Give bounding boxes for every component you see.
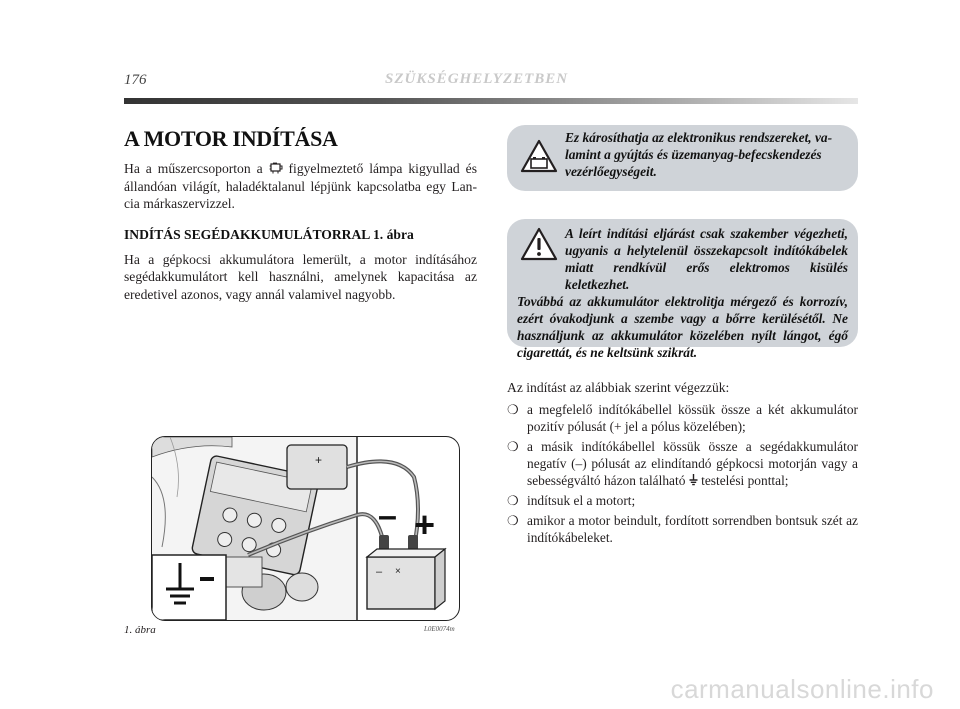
header-rule: [124, 98, 858, 104]
warning-text-full: Továbbá az akkumulátor elektrolitja mérgező és korrozív, ezért óvakodjunk a szembe vagy a bőrre kerülésétől. Ne használjunk az akkumulátor közelében nyílt lángot, égő cigarettát, és ne keltsünk szikrát.: [517, 294, 848, 360]
positive-terminal-cover: [287, 445, 347, 489]
list-item: [507, 492, 858, 509]
warning-text-indented: A leírt indítási eljárást csak szakember végezheti, ugyanis a helytelenül összekapcsolt indítókábelek miatt rendkívül erős elektromos kisülés keletkezhet.: [565, 226, 848, 292]
ground-symbol-icon: [689, 474, 698, 486]
bullet-icon: ❍: [507, 512, 519, 528]
svg-text:+: +: [315, 453, 323, 467]
figure-code: L0E0074m: [424, 625, 455, 633]
engine-check-icon: [269, 162, 283, 174]
caution-triangle-icon: [520, 227, 558, 261]
main-title: A MOTOR INDÍTÁSA: [124, 126, 338, 151]
jump-start-diagram: [152, 437, 459, 620]
auxiliary-battery: [367, 549, 445, 609]
bullet-icon: ❍: [507, 401, 519, 417]
list-item: [507, 401, 858, 435]
step-text: a megfelelő indítókábellel kössük össze a két akkumulátor pozitív pólusát (+ jel a pólus közelében);: [527, 401, 858, 434]
step-text: amikor a motor beindult, fordított sorrendben bontsuk szét az indítókábeleket.: [527, 512, 858, 545]
steps-list: [507, 401, 858, 546]
figure-jump-start-illustration: [151, 436, 460, 621]
figure-minus-label: –: [378, 497, 397, 535]
bullet-icon: ❍: [507, 492, 519, 508]
intro-paragraph: [124, 160, 477, 213]
steps-intro: Az indítást az alábbiak szerint végezzük:: [507, 380, 730, 395]
figure-caption: 1. ábra: [124, 624, 156, 636]
watermark: carmanualsonline.info: [670, 674, 934, 704]
warning-text-electronics: Ez károsíthatja az elektronikus rendszereket, va-lamint a gyújtás és üzemanyag-befecskendezés vezérlőegységeit.: [565, 130, 833, 179]
intro-after-icon: figyelmeztető lámpa kigyullad és állandóan világít, haladéktalanul lépjünk kapcsolatba egy Lan-cia márkaszervizzel.: [124, 161, 477, 211]
step-text: a másik indítókábellel kössük össze a segédakkumulátor negatív (–) pólusát az elindítandó gépkocsi motorján vagy a sebességváltó házon található: [527, 438, 858, 488]
subheading: INDÍTÁS SEGÉDAKKUMULÁTORRAL 1. ábra: [124, 226, 414, 242]
figure-plus-label: +: [414, 504, 436, 545]
list-item: [507, 438, 858, 489]
svg-text:×: ×: [395, 566, 401, 577]
step-text-suffix: testelési ponttal;: [701, 472, 789, 488]
page-number: 176: [124, 72, 147, 88]
right-column: [507, 379, 858, 546]
intro-before-icon: Ha a műszercsoporton a: [124, 161, 263, 176]
warning-box-electronics: [507, 125, 858, 191]
bullet-icon: ❍: [507, 438, 519, 454]
list-item: [507, 512, 858, 546]
battery-warning-icon: [520, 139, 558, 173]
svg-text:–: –: [376, 566, 383, 578]
section-title: SZÜKSÉGHELYZETBEN: [385, 71, 569, 87]
warning-box-safety: [507, 219, 858, 360]
left-column: [124, 126, 477, 303]
jump-start-paragraph: Ha a gépkocsi akkumulátora lemerült, a motor indításához segédakkumulátort kell használni, amelynek kapacitása az eredetivel azonos, vagy annál valamivel nagyobb.: [124, 251, 477, 302]
step-text: indítsuk el a motort;: [527, 492, 636, 508]
